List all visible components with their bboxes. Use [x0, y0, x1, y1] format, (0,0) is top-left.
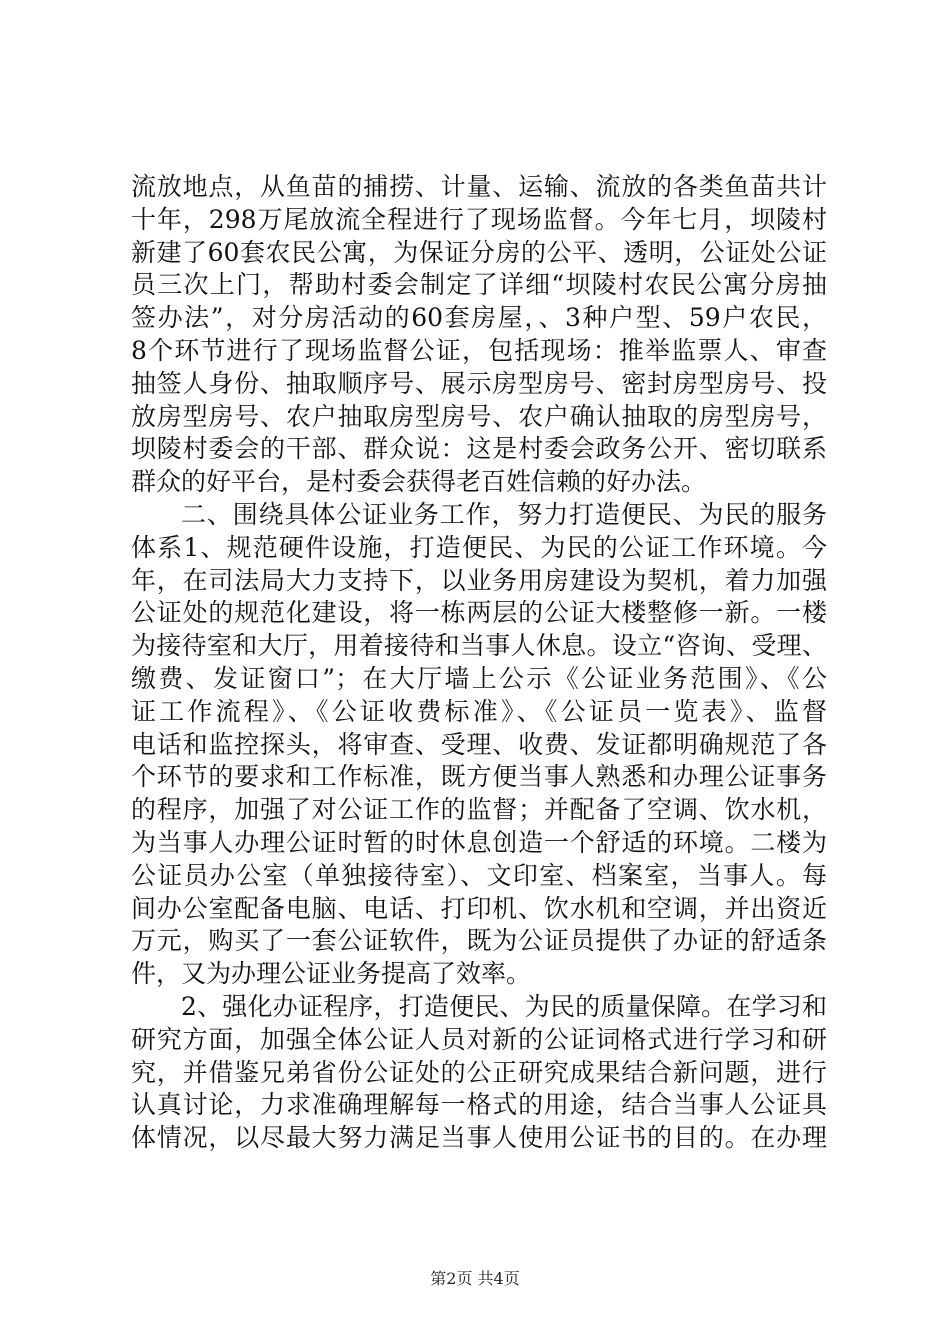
text-line: 体情况，以尽最大努力满足当事人使用公证书的目的。在办理 — [131, 1123, 827, 1152]
text-line: 公证员办公室（单独接待室）、文印室、档案室，当事人。每 — [131, 861, 827, 890]
text-line: 为接待室和大厅，用着接待和当事人休息。设立“咨询、受理、 — [131, 631, 827, 660]
text-line: 万元，购买了一套公证软件，既为公证员提供了办证的舒适条 — [131, 926, 827, 955]
text-line: 体系1、规范硬件设施，打造便民、为民的公证工作环境。今 — [131, 533, 827, 562]
text-line: 坝陵村委会的干部、群众说：这是村委会政务公开、密切联系 — [131, 434, 827, 463]
text-line: 员三次上门，帮助村委会制定了详细“坝陵村农民公寓分房抽 — [131, 270, 827, 299]
text-line: 究，并借鉴兄弟省份公证处的公正研究成果结合新问题，进行 — [131, 1058, 827, 1087]
paragraph-start-line: 2、强化办证程序，打造便民、为民的质量保障。在学习和 — [181, 992, 827, 1021]
text-line: 的程序，加强了对公证工作的监督；并配备了空调、饮水机， — [131, 795, 827, 824]
text-line: 研究方面，加强全体公证人员对新的公证词格式进行学习和研 — [131, 1025, 827, 1054]
text-line: 签办法”，对分房活动的60套房屋，、3种户型、59户农民， — [131, 303, 827, 332]
text-line: 十年，298万尾放流全程进行了现场监督。今年七月，坝陵村 — [131, 205, 827, 234]
text-line: 8个环节进行了现场监督公证，包括现场：推举监票人、审查 — [131, 336, 827, 365]
text-line: 个环节的要求和工作标准，既方便当事人熟悉和办理公证事务 — [131, 762, 827, 791]
text-line: 流放地点，从鱼苗的捕捞、计量、运输、流放的各类鱼苗共计 — [131, 172, 827, 201]
text-line: 间办公室配备电脑、电话、打印机、饮水机和空调，并出资近 — [131, 894, 827, 923]
text-line: 新建了60套农民公寓，为保证分房的公平、透明，公证处公证 — [131, 238, 827, 267]
text-line: 电话和监控探头，将审查、受理、收费、发证都明确规范了各 — [131, 730, 827, 759]
text-line: 公证处的规范化建设，将一栋两层的公证大楼整修一新。一楼 — [131, 598, 827, 627]
paragraph-start-line: 二、围绕具体公证业务工作，努力打造便民、为民的服务 — [181, 500, 827, 529]
text-line: 放房型房号、农户抽取房型房号、农户确认抽取的房型房号， — [131, 402, 827, 431]
text-line: 抽签人身份、抽取顺序号、展示房型房号、密封房型房号、投 — [131, 369, 827, 398]
text-line: 件，又为办理公证业务提高了效率。 — [131, 959, 532, 988]
text-line: 为当事人办理公证时暂的时休息创造一个舒适的环境。二楼为 — [131, 828, 827, 857]
page-number-footer: 第2页 共4页 — [430, 1269, 520, 1288]
text-line: 年，在司法局大力支持下，以业务用房建设为契机，着力加强 — [131, 566, 827, 595]
text-line: 缴费、发证窗口”；在大厅墙上公示《公证业务范围》、《公 — [131, 664, 827, 693]
text-line: 证工作流程》、《公证收费标准》、《公证员一览表》、监督 — [131, 697, 827, 726]
text-line: 认真讨论，力求准确理解每一格式的用途，结合当事人公证具 — [131, 1090, 827, 1119]
text-line: 群众的好平台，是村委会获得老百姓信赖的好办法。 — [131, 467, 707, 496]
